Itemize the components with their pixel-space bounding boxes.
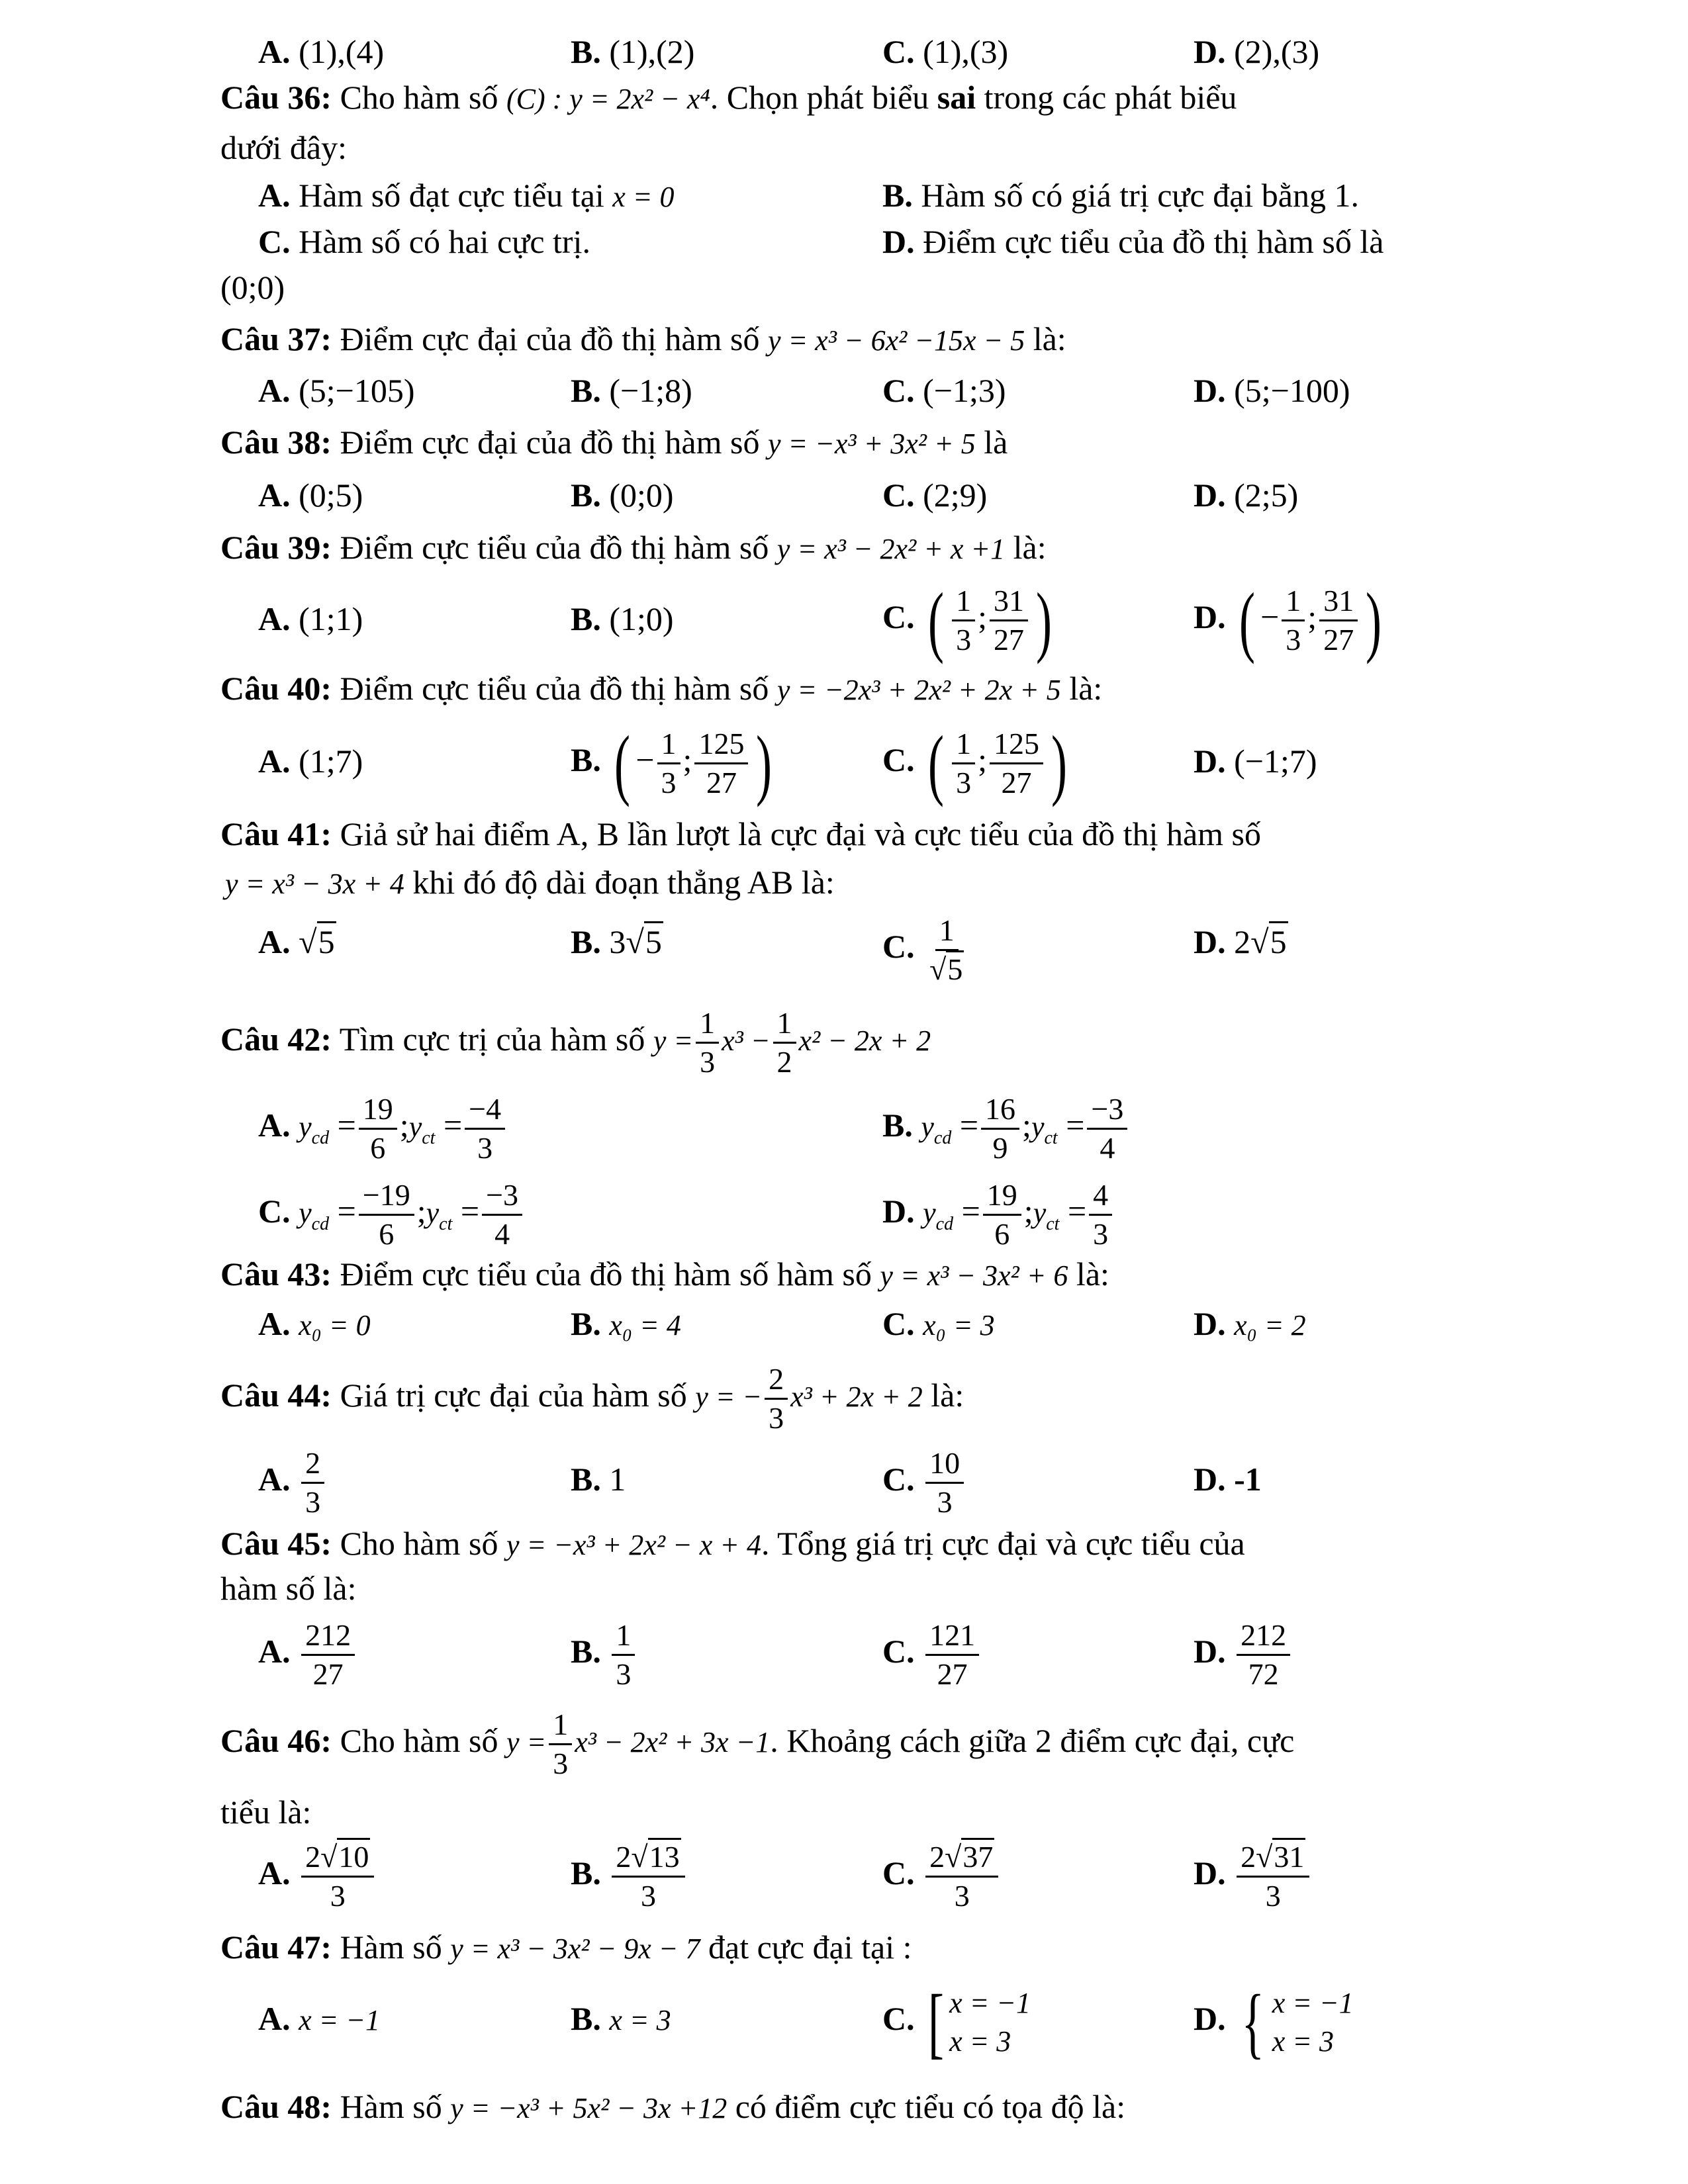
q41-question: Câu 41: Giả sử hai điểm A, B lần lượt là cực đại và cực tiểu của đồ thị hàm số	[220, 815, 1262, 852]
q43-option-b: B. x₀ = 4	[571, 1305, 681, 1342]
q46-option-a: A. $\frac{2√10}{3}$	[258, 1833, 377, 1913]
q36-option-d-math: (0;0)	[220, 269, 285, 306]
q35-option-a: A. (1),(4)	[258, 33, 385, 70]
q41-question-cont: y = x³ − 3x + 4 khi đó độ dài đoạn thẳng AB là:	[225, 864, 835, 901]
q39-question: Câu 39: Điểm cực tiểu của đồ thị hàm số y = x³ − 2x² + x +1 là:	[220, 529, 1047, 566]
q42-option-d: D. $y_{cd}$ = $\frac{19}{6}$ $;y_{ct}$ = $\frac{4}{3}$	[882, 1171, 1115, 1264]
q44-option-a: A. $\frac{2}{3}$	[258, 1439, 327, 1520]
q47-option-c: C. [ x = −1 x = 3	[882, 1978, 1031, 2066]
q47-question: Câu 47: Hàm số y = x³ − 3x² − 9x − 7 đạt cực đại tại :	[220, 1929, 912, 1966]
q44-option-d: D. -1	[1194, 1461, 1262, 1498]
q40-option-b: B. ( − $\frac{1}{3}$ ; $\frac{125}{27}$ )	[571, 719, 773, 807]
q44-question: Câu 44: Giá trị cực đại của hàm số y = − $\frac{2}{3}$ x³ + 2x + 2 là:	[220, 1362, 964, 1435]
q47-option-b: B. x = 3	[571, 2000, 671, 2037]
q43-option-c: C. x₀ = 3	[882, 1305, 995, 1342]
q35-option-b: B. (1),(2)	[571, 33, 695, 70]
q38-option-a: A. (0;5)	[258, 477, 363, 514]
q43-option-a: A. x₀ = 0	[258, 1305, 371, 1342]
q44-option-c: C. $\frac{10}{3}$	[882, 1439, 966, 1520]
q45-question-cont: hàm số là:	[220, 1570, 357, 1607]
q46-question: Câu 46: Cho hàm số y = $\frac{1}{3}$ x³ − 2x² + 3x −1. Khoảng cách giữa 2 điểm cực đại, cực	[220, 1707, 1295, 1781]
q48-question: Câu 48: Hàm số y = −x³ + 5x² − 3x +12 có điểm cực tiểu có tọa độ là:	[220, 2088, 1126, 2125]
q40-option-d: D. (−1;7)	[1194, 743, 1317, 780]
q36-option-a: A. Hàm số đạt cực tiểu tại x = 0	[258, 177, 675, 214]
q36-question-cont: dưới đây:	[220, 129, 348, 166]
q45-option-a: A. $\frac{212}{27}$	[258, 1612, 357, 1692]
q38-option-d: D. (2;5)	[1194, 477, 1299, 514]
q38-question: Câu 38: Điểm cực đại của đồ thị hàm số y = −x³ + 3x² + 5 là	[220, 424, 1008, 461]
q35-option-c: C. (1),(3)	[882, 33, 1009, 70]
q41-option-b: B. 3√5	[571, 922, 663, 962]
q46-question-cont: tiểu là:	[220, 1794, 312, 1831]
q39-option-a: A. (1;1)	[258, 600, 363, 637]
q38-option-b: B. (0;0)	[571, 477, 674, 514]
q37-question: Câu 37: Điểm cực đại của đồ thị hàm số y = x³ − 6x² −15x − 5 là:	[220, 320, 1066, 357]
q36-option-d: D. Điểm cực tiểu của đồ thị hàm số là	[882, 223, 1384, 260]
q43-option-d: D. x₀ = 2	[1194, 1305, 1306, 1342]
q47-option-d: D. { x = −1 x = 3	[1194, 1978, 1354, 2066]
q36-option-c: C. Hàm số có hai cực trị.	[258, 223, 590, 260]
q39-option-b: B. (1;0)	[571, 600, 674, 637]
q42-option-b: B. $y_{cd}$ = $\frac{16}{9}$ $;y_{ct}$ = $\frac{-3}{4}$	[882, 1085, 1130, 1178]
q38-option-c: C. (2;9)	[882, 477, 988, 514]
q37-option-b: B. (−1;8)	[571, 372, 692, 409]
q36-question: Câu 36: Cho hàm số (C) : y = 2x² − x⁴. Chọn phát biểu sai trong các phát biểu	[220, 79, 1237, 116]
q40-option-c: C. ( $\frac{1}{3}$ ; $\frac{125}{27}$ )	[882, 719, 1067, 807]
q40-option-a: A. (1;7)	[258, 743, 363, 780]
q37-option-c: C. (−1;3)	[882, 372, 1006, 409]
q45-option-d: D. $\frac{212}{72}$	[1194, 1612, 1293, 1692]
q35-option-d: D. (2),(3)	[1194, 33, 1320, 70]
q37-option-d: D. (5;−100)	[1194, 372, 1350, 409]
q37-option-a: A. (5;−105)	[258, 372, 415, 409]
q45-option-c: C. $\frac{121}{27}$	[882, 1612, 982, 1692]
q46-option-c: C. $\frac{2√37}{3}$	[882, 1833, 1001, 1913]
q47-option-a: A. x = −1	[258, 2000, 381, 2037]
q36-option-b: B. Hàm số có giá trị cực đại bằng 1.	[882, 177, 1359, 214]
q41-option-a: A. √5	[258, 922, 336, 962]
q42-question: Câu 42: Tìm cực trị của hàm số y = $\frac{1}{3}$ x³ − $\frac{1}{2}$ x² − 2x + 2	[220, 1006, 931, 1079]
q39-option-c: C. ( $\frac{1}{3}$ ; $\frac{31}{27}$ )	[882, 576, 1052, 664]
q41-option-c: C. $\frac{1}{√5}$	[882, 913, 963, 987]
q40-question: Câu 40: Điểm cực tiểu của đồ thị hàm số y = −2x³ + 2x² + 2x + 5 là:	[220, 670, 1103, 707]
q42-option-c: C. $y_{cd}$ = $\frac{-19}{6}$ $;y_{ct}$ = $\frac{-3}{4}$	[258, 1171, 525, 1264]
q45-option-b: B. $\frac{1}{3}$	[571, 1612, 637, 1692]
q43-question: Câu 43: Điểm cực tiểu của đồ thị hàm số hàm số y = x³ − 3x² + 6 là:	[220, 1255, 1109, 1293]
q46-option-b: B. $\frac{2√13}{3}$	[571, 1833, 688, 1913]
q44-option-b: B. 1	[571, 1461, 626, 1498]
q46-option-d: D. $\frac{2√31}{3}$	[1194, 1833, 1312, 1913]
q45-question: Câu 45: Cho hàm số y = −x³ + 2x² − x + 4. Tổng giá trị cực đại và cực tiểu của	[220, 1525, 1245, 1562]
q42-option-a: A. $y_{cd}$ = $\frac{19}{6}$ $;y_{ct}$ = $\frac{-4}{3}$	[258, 1085, 508, 1178]
q41-option-d: D. 2√5	[1194, 922, 1288, 962]
q39-option-d: D. ( − $\frac{1}{3}$ ; $\frac{31}{27}$ )	[1194, 576, 1382, 664]
